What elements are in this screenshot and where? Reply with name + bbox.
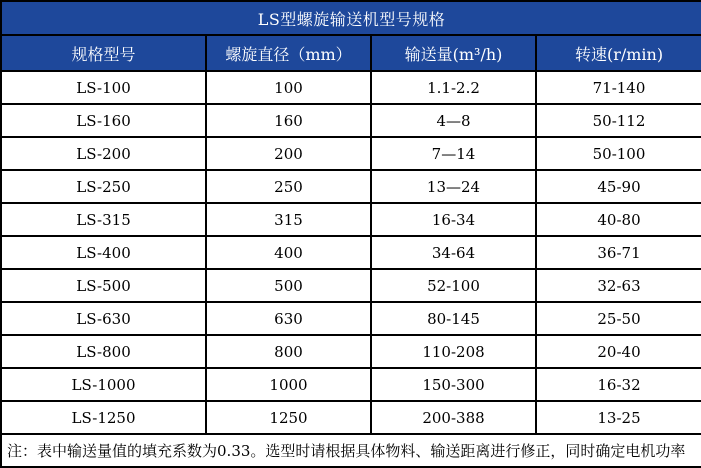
model-cell: LS-160 — [1, 104, 206, 137]
diameter-cell: 160 — [206, 104, 371, 137]
speed-cell: 20-40 — [536, 335, 701, 368]
capacity-cell: 52-100 — [371, 269, 536, 302]
speed-cell: 50-112 — [536, 104, 701, 137]
speed-cell: 71-140 — [536, 71, 701, 104]
capacity-cell: 110-208 — [371, 335, 536, 368]
table-title-row — [1, 1, 701, 35]
table-row — [1, 203, 701, 236]
capacity-cell: 4—8 — [371, 104, 536, 137]
table-row — [1, 335, 701, 368]
speed-cell: 40-80 — [536, 203, 701, 236]
model-cell: LS-1250 — [1, 401, 206, 434]
col-header-diameter: 螺旋直径（mm） — [206, 35, 371, 71]
capacity-cell: 1.1-2.2 — [371, 71, 536, 104]
diameter-cell: 315 — [206, 203, 371, 236]
diameter-cell: 1250 — [206, 401, 371, 434]
table-header-row — [1, 35, 701, 71]
table-row — [1, 137, 701, 170]
capacity-cell: 150-300 — [371, 368, 536, 401]
table-row — [1, 104, 701, 137]
speed-cell: 45-90 — [536, 170, 701, 203]
table-title: LS型螺旋输送机型号规格 — [1, 1, 701, 35]
diameter-cell: 500 — [206, 269, 371, 302]
table-row — [1, 71, 701, 104]
table-row — [1, 302, 701, 335]
table-row — [1, 368, 701, 401]
diameter-cell: 250 — [206, 170, 371, 203]
diameter-cell: 630 — [206, 302, 371, 335]
col-header-model: 规格型号 — [1, 35, 206, 71]
diameter-cell: 100 — [206, 71, 371, 104]
speed-cell: 32-63 — [536, 269, 701, 302]
model-cell: LS-400 — [1, 236, 206, 269]
speed-cell: 16-32 — [536, 368, 701, 401]
capacity-cell: 16-34 — [371, 203, 536, 236]
model-cell: LS-1000 — [1, 368, 206, 401]
speed-cell: 13-25 — [536, 401, 701, 434]
model-cell: LS-315 — [1, 203, 206, 236]
speed-cell: 36-71 — [536, 236, 701, 269]
capacity-cell: 80-145 — [371, 302, 536, 335]
table-row — [1, 269, 701, 302]
footnote-row — [1, 434, 701, 467]
capacity-cell: 200-388 — [371, 401, 536, 434]
model-cell: LS-630 — [1, 302, 206, 335]
table-row — [1, 236, 701, 269]
model-cell: LS-200 — [1, 137, 206, 170]
col-header-speed: 转速(r/min) — [536, 35, 701, 71]
diameter-cell: 800 — [206, 335, 371, 368]
diameter-cell: 1000 — [206, 368, 371, 401]
diameter-cell: 200 — [206, 137, 371, 170]
col-header-capacity: 输送量(m³/h) — [371, 35, 536, 71]
speed-cell: 25-50 — [536, 302, 701, 335]
diameter-cell: 400 — [206, 236, 371, 269]
capacity-cell: 7—14 — [371, 137, 536, 170]
table-row — [1, 170, 701, 203]
model-cell: LS-500 — [1, 269, 206, 302]
capacity-cell: 34-64 — [371, 236, 536, 269]
model-cell: LS-800 — [1, 335, 206, 368]
speed-cell: 50-100 — [536, 137, 701, 170]
table-row — [1, 401, 701, 434]
capacity-cell: 13—24 — [371, 170, 536, 203]
model-cell: LS-100 — [1, 71, 206, 104]
footnote: 注：表中输送量值的填充系数为0.33。选型时请根据具体物料、输送距离进行修正，同时确定电机功率 — [1, 434, 701, 467]
model-cell: LS-250 — [1, 170, 206, 203]
